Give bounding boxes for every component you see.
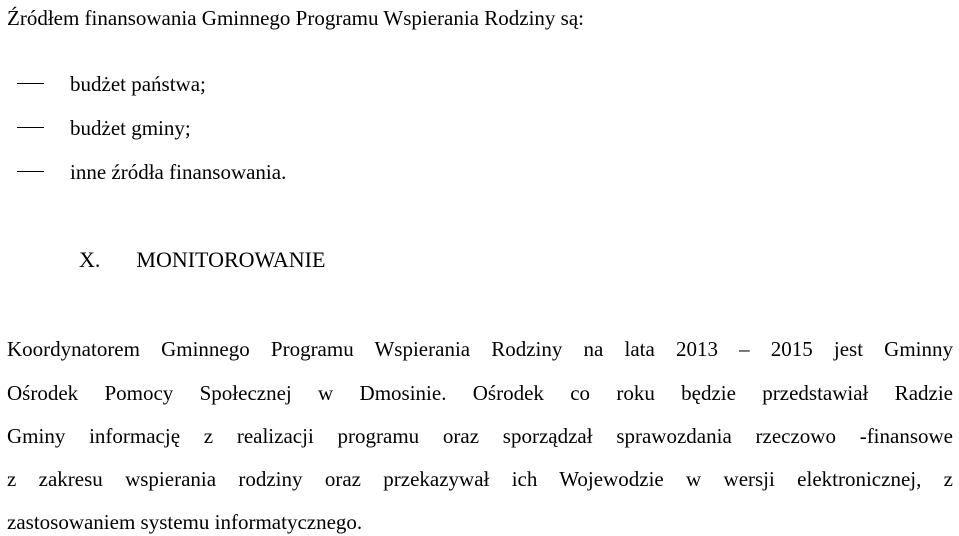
funding-intro: Źródłem finansowania Gminnego Programu Wspierania Rodziny są: xyxy=(7,6,584,30)
paragraph-line: z zakresu wspierania rodziny oraz przekazywał ich Wojewodzie w wersji elektronicznej, z xyxy=(7,467,953,491)
paragraph-line: zastosowaniem systemu informatycznego. xyxy=(7,510,363,534)
list-item-text: budżet gminy; xyxy=(70,116,191,140)
paragraph-line: Koordynatorem Gminnego Programu Wspierania Rodziny na lata 2013 – 2015 jest Gminny xyxy=(7,337,953,361)
list-item xyxy=(17,118,191,139)
section-number: X. xyxy=(79,247,101,272)
section-title: MONITOROWANIE xyxy=(136,247,326,272)
list-item-text: budżet państwa; xyxy=(70,72,206,96)
dash-bullet-icon xyxy=(17,83,44,84)
list-item xyxy=(17,74,206,95)
dash-bullet-icon xyxy=(17,171,44,172)
section-heading xyxy=(79,249,325,271)
paragraph-line: Ośrodek Pomocy Społecznej w Dmosinie. Ośrodek co roku będzie przedstawiał Radzie xyxy=(7,381,953,405)
paragraph-line: Gminy informację z realizacji programu oraz sporządzał sprawozdania rzeczowo -finansowe xyxy=(7,424,953,448)
list-item-text: inne źródła finansowania. xyxy=(70,160,287,184)
list-item xyxy=(17,162,286,183)
dash-bullet-icon xyxy=(17,127,44,128)
